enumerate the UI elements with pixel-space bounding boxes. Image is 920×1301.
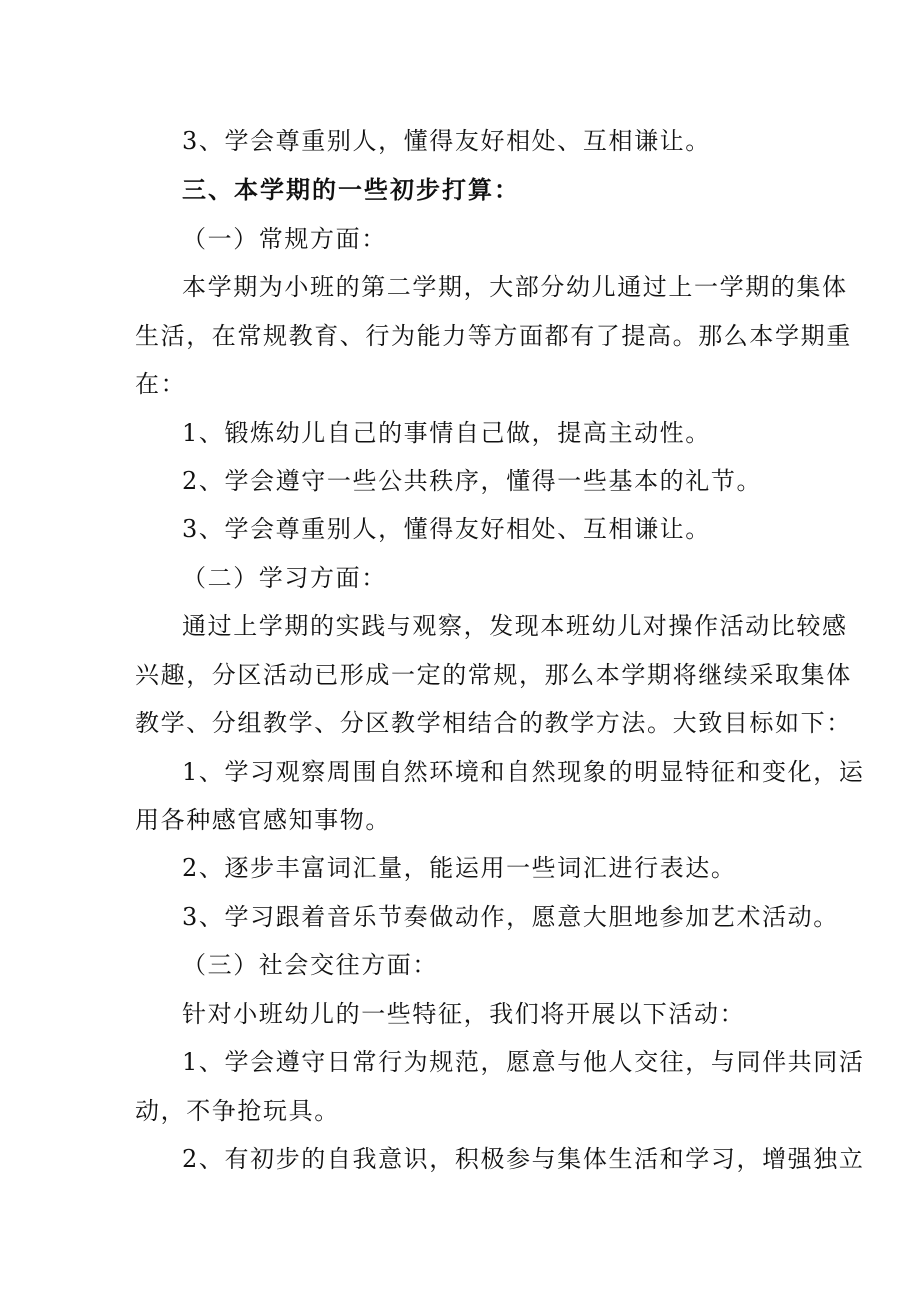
paragraph-line: 在： (135, 370, 187, 398)
list-item: 1、学习观察周围自然环境和自然现象的明显特征和变化，运 (182, 758, 865, 786)
subsection-heading: （三）社会交往方面： (182, 951, 438, 979)
list-item: 3、学会尊重别人，懂得友好相处、互相谦让。 (182, 127, 711, 155)
paragraph-line: 动，不争抢玩具。 (135, 1097, 340, 1125)
paragraph-line: 通过上学期的实践与观察，发现本班幼儿对操作活动比较感 (182, 612, 848, 640)
subsection-heading: （一）常规方面： (182, 225, 387, 253)
list-item: 2、学会遵守一些公共秩序，懂得一些基本的礼节。 (182, 467, 763, 495)
paragraph-line: 生活，在常规教育、行为能力等方面都有了提高。那么本学期重 (135, 322, 852, 350)
section-heading: 三、本学期的一些初步打算： (182, 175, 520, 204)
paragraph-line: 兴趣，分区活动已形成一定的常规，那么本学期将继续采取集体 (135, 661, 852, 689)
list-item: 3、学习跟着音乐节奏做动作，愿意大胆地参加艺术活动。 (182, 903, 839, 931)
paragraph-line: 用各种感官感知事物。 (135, 806, 391, 834)
list-item: 1、学会遵守日常行为规范，愿意与他人交往，与同伴共同活 (182, 1048, 865, 1076)
subsection-heading: （二）学习方面： (182, 564, 387, 592)
list-item: 3、学会尊重别人，懂得友好相处、互相谦让。 (182, 515, 711, 543)
list-item: 1、锻炼幼儿自己的事情自己做，提高主动性。 (182, 419, 711, 447)
list-item: 2、有初步的自我意识，积极参与集体生活和学习，增强独立 (182, 1145, 865, 1173)
list-item: 2、逐步丰富词汇量，能运用一些词汇进行表达。 (182, 854, 737, 882)
paragraph-line: 本学期为小班的第二学期，大部分幼儿通过上一学期的集体 (182, 273, 848, 301)
paragraph-line: 教学、分组教学、分区教学相结合的教学方法。大致目标如下： (135, 709, 852, 737)
paragraph-line: 针对小班幼儿的一些特征，我们将开展以下活动： (182, 1000, 746, 1028)
